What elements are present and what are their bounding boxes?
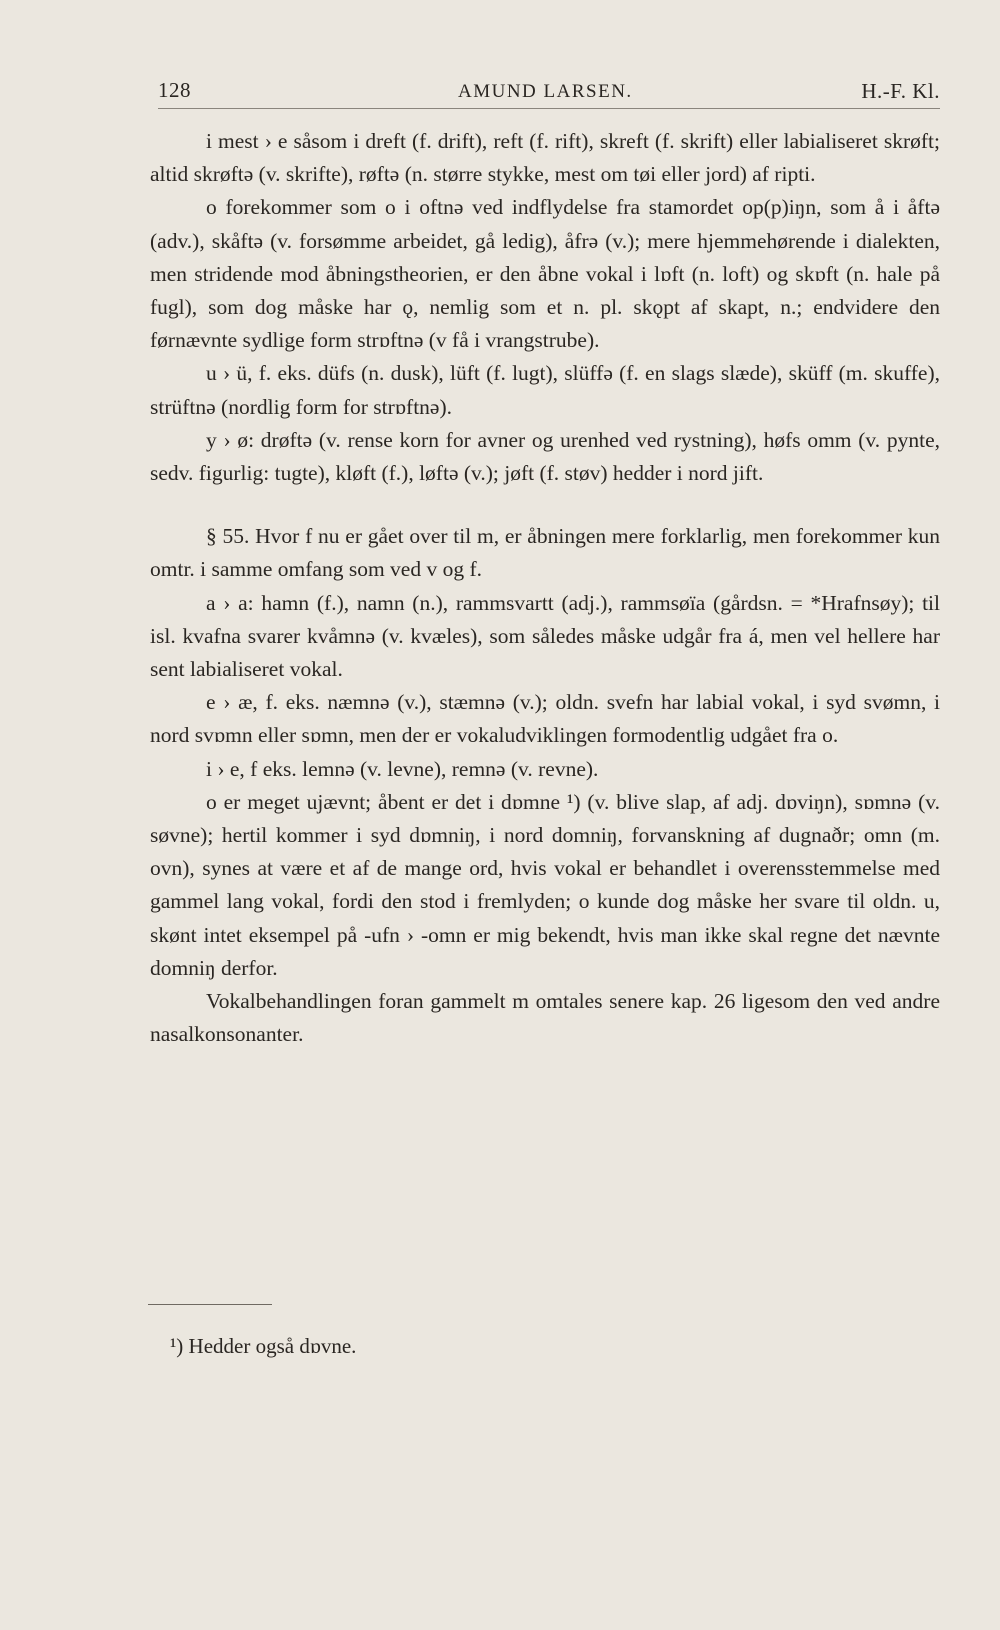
page-number: 128 [158, 78, 191, 102]
paragraph-u: u › ü, f. eks. düfs (n. dusk), lüft (f. lugt), slüffə (f. en slags slæde), sküff (m. skuffe), strüftnə (nordlig form for strɒftnə). [150, 361, 940, 419]
paragraph-a: a › a: hamn (f.), namn (n.), rammsvartt (adj.), rammsøïa (gårdsn. = *Hrafnsøy); til isl. kvafna svarer kvåmnə (v. kvæles), som således måske udgår fra á, men vel hellere har sent labialiseret vokal. [150, 590, 940, 682]
paragraph-o: o forekommer som o i oftnə ved indflydelse fra stamordet op(p)iŋn, som å i åftə (adv.), skåftə (v. forsømme arbeidet, gå ledig), åfrə (v.); mere hjemmehørende i dialekten, men stridende mod åbningstheorien, er den åbne vokal i lɒft (n. loft) og skɒft (n. hale på fugl), som dog måske har ǫ, nemlig som et n. pl. skǫpt af skapt, n.; endvidere den førnævnte sydlige form strɒftnə (v få i vrangstrube). [150, 195, 940, 353]
paragraph-e: e › æ, f. eks. næmnə (v.), stæmnə (v.); oldn. svefn har labial vokal, i syd svømn, i nord svɒmn eller sɒmn, men der er vokaludviklingen formodentlig udgået fra o. [150, 690, 940, 748]
footnote-divider [148, 1304, 272, 1305]
paragraph-o-2: o er meget ujævnt; åbent er det i dɒmne ¹) (v. blive slap, af adj. dɒviŋn), sɒmnə (v. søvne); hertil kommer i syd dɒmniŋ, i nord domniŋ, forvanskning af dugnaðr; omn (m. ovn), synes at være et af de mange ord, hvis vokal er behandlet i overensstemmelse med gammel lang vokal, fordi den stod i fremlyden; o kunde dog måske her svare til oldn. u, skønt intet eksempel på -ufn › -omn er mig bekendt, hvis man ikke skal regne det nævnte domniŋ derfor. [150, 789, 940, 980]
main-text [150, 125, 940, 1051]
footnote-text: Hedder også dɒvne. [188, 1334, 357, 1358]
section-55-paragraph: § 55. Hvor f nu er gået over til m, er åbningen mere forklarlig, men forekommer kun omtr. i samme omfang som ved v og f. [150, 524, 940, 582]
paragraph-i: i mest › e såsom i dreft (f. drift), reft (f. rift), skreft (f. skrift) eller labialiseret skrøft; altid skrøftə (v. skrifte), røftə (n. større stykke, mest om tøi eller jord) af ripti. [150, 129, 940, 187]
footnote [170, 1334, 356, 1359]
running-title: AMUND LARSEN. [458, 81, 633, 102]
section-label: H.-F. Kl. [861, 79, 940, 103]
paragraph-closing: Vokalbehandlingen foran gammelt m omtales senere kap. 26 ligesom den ved andre nasalkonsonanter. [150, 989, 940, 1047]
footnote-mark: ¹) [170, 1334, 184, 1358]
paragraph-y: y › ø: drøftə (v. rense korn for avner og urenhed ved rystning), høfs omm (v. pynte, sedv. figurlig: tugte), kløft (f.), løftə (v.); jøft (f. støv) hedder i nord jift. [150, 427, 940, 486]
running-header [158, 72, 940, 109]
paragraph-i-2: i › e, f eks. lemnə (v. levne), remnə (v. revne). [206, 756, 599, 781]
